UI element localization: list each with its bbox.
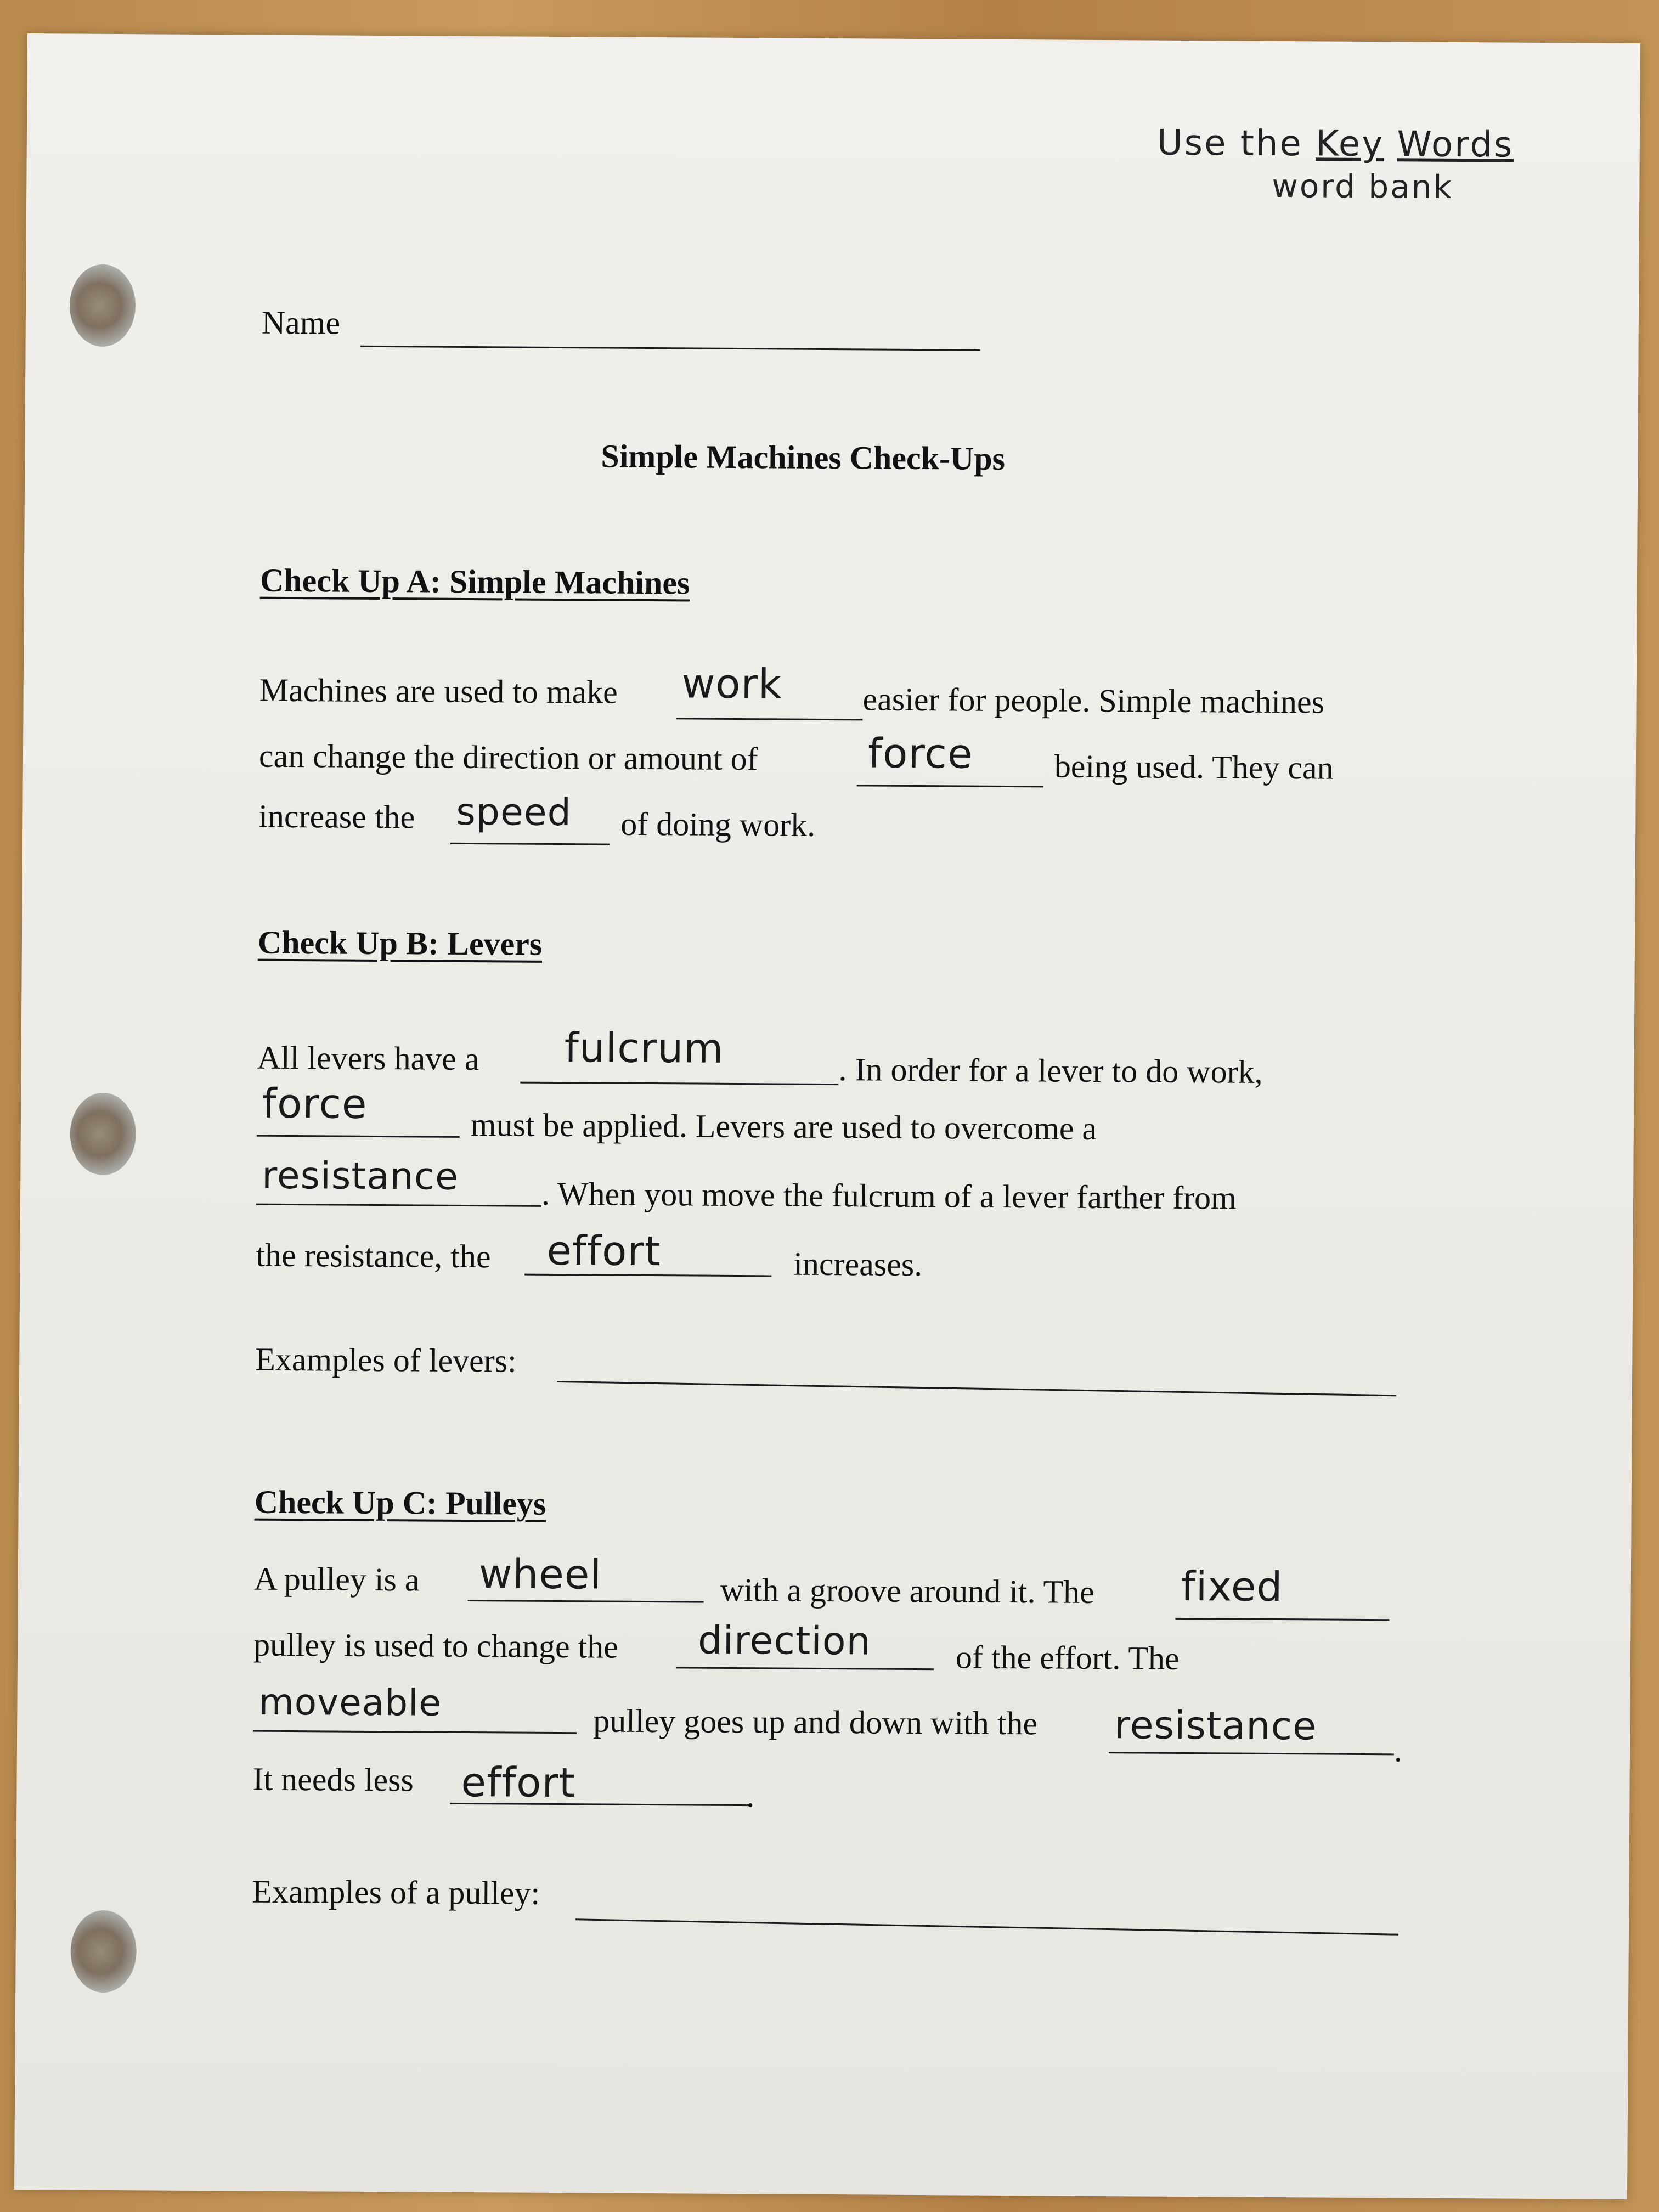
section-a-line2-text1: can change the direction or amount of bbox=[258, 737, 758, 777]
blank-line bbox=[256, 1204, 541, 1207]
section-c-answer-wheel: wheel bbox=[478, 1550, 602, 1599]
binder-hole-middle bbox=[70, 1093, 136, 1176]
blank-line bbox=[1109, 1752, 1394, 1755]
section-c-answer-direction: direction bbox=[697, 1617, 872, 1664]
section-a-line2-text2: being used. They can bbox=[1054, 748, 1334, 786]
blank-line bbox=[676, 718, 862, 720]
section-c-line1-text2: with a groove around it. The bbox=[720, 1571, 1094, 1610]
levers-examples-label: Examples of levers: bbox=[255, 1341, 517, 1379]
blank-line bbox=[257, 1135, 460, 1138]
blank-line bbox=[253, 1730, 577, 1734]
blank-line bbox=[468, 1600, 704, 1603]
levers-examples-line bbox=[557, 1381, 1396, 1396]
section-b-answer-fulcrum: fulcrum bbox=[564, 1024, 724, 1073]
section-c-line4-text1: It needs less bbox=[252, 1760, 414, 1798]
section-a-line1-text2: easier for people. Simple machines bbox=[862, 681, 1325, 720]
section-c-line4-period: . bbox=[746, 1778, 755, 1814]
section-c-answer-moveable: moveable bbox=[258, 1680, 442, 1724]
pulley-examples-label: Examples of a pulley: bbox=[252, 1873, 540, 1911]
handwritten-note-line1 bbox=[1157, 123, 1514, 166]
blank-line bbox=[857, 785, 1043, 787]
section-b-heading: Check Up B: Levers bbox=[257, 924, 543, 962]
section-c-answer-effort: effort bbox=[461, 1758, 576, 1807]
section-c-heading: Check Up C: Pulleys bbox=[254, 1483, 546, 1522]
section-a-line1-text1: Machines are used to make bbox=[259, 672, 618, 710]
page-title: Simple Machines Check-Ups bbox=[601, 438, 1006, 477]
blank-line bbox=[1175, 1618, 1389, 1621]
section-a-line3-text1: increase the bbox=[258, 798, 415, 836]
blank-line bbox=[676, 1667, 934, 1670]
blank-line bbox=[520, 1082, 838, 1086]
section-a-line3-text2: of doing work. bbox=[620, 805, 816, 843]
section-a-heading: Check Up A: Simple Machines bbox=[259, 562, 690, 601]
note-text-use-the: Use the bbox=[1156, 122, 1304, 165]
section-b-line1-text2: . In order for a lever to do work, bbox=[838, 1051, 1263, 1090]
section-a-answer-speed: speed bbox=[456, 790, 572, 835]
binder-hole-bottom bbox=[70, 1910, 137, 1993]
pulley-examples-line bbox=[575, 1918, 1398, 1935]
binder-hole-top bbox=[70, 264, 136, 347]
section-c-line3-text: pulley goes up and down with the bbox=[593, 1702, 1038, 1742]
section-b-line4-text2: increases. bbox=[793, 1245, 923, 1283]
name-line bbox=[360, 346, 980, 351]
section-c-line3-period: . bbox=[1393, 1732, 1403, 1769]
note-text-key: Key bbox=[1315, 123, 1385, 165]
worksheet-paper bbox=[14, 33, 1640, 2199]
name-label: Name bbox=[261, 304, 341, 341]
section-b-line2-text: must be applied. Levers are used to overcome a bbox=[470, 1107, 1097, 1147]
section-b-answer-effort: effort bbox=[546, 1227, 662, 1276]
section-b-answer-resistance: resistance bbox=[262, 1154, 459, 1199]
section-c-answer-fixed: fixed bbox=[1181, 1562, 1283, 1611]
section-b-line3-text: . When you move the fulcrum of a lever farther from bbox=[541, 1175, 1237, 1216]
note-text-words: Words bbox=[1397, 124, 1514, 166]
blank-line bbox=[450, 843, 610, 845]
handwritten-note-line2: word bank bbox=[1272, 167, 1454, 206]
section-b-answer-force: force bbox=[262, 1080, 368, 1128]
section-b-line1-text1: All levers have a bbox=[257, 1039, 479, 1077]
section-b-line4-text1: the resistance, the bbox=[256, 1237, 491, 1275]
section-a-answer-force: force bbox=[867, 730, 973, 778]
section-c-answer-resistance: resistance bbox=[1114, 1702, 1317, 1749]
section-c-line2-text2: of the effort. The bbox=[955, 1639, 1180, 1677]
section-a-answer-work: work bbox=[681, 660, 783, 708]
blank-line bbox=[524, 1274, 771, 1277]
section-c-line1-text1: A pulley is a bbox=[253, 1560, 420, 1598]
section-c-line2-text1: pulley is used to change the bbox=[253, 1626, 619, 1665]
